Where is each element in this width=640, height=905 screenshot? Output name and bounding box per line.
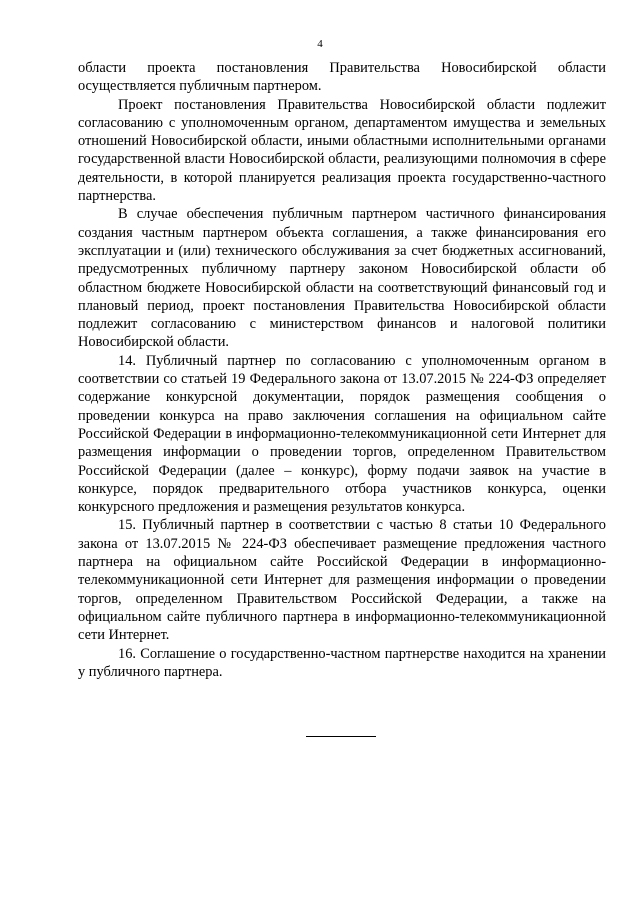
end-of-document-rule xyxy=(306,736,376,737)
paragraph-item-15: 15. Публичный партнер в соответствии с частью 8 статьи 10 Федерального закона от 13.07.2015 № 224-ФЗ обеспечивает размещение предложения частного партнера на официальном сайте Российской Федерации в информационно-телекоммуникационной сети Интернет для размещения информации о проведении торгов, определенном Правительством Российской Федерации, а также на официальном сайте публичного партнера в информационно-телекоммуникационной сети Интернет. xyxy=(78,517,606,644)
page-number: 4 xyxy=(317,38,323,50)
document-body xyxy=(78,59,606,681)
paragraph-continuation: области проекта постановления Правительства Новосибирской области осуществляется публичным партнером. xyxy=(78,60,606,95)
paragraph-approval: Проект постановления Правительства Новосибирской области подлежит согласованию с уполномоченным органом, департаментом имущества и земельных отношений Новосибирской области, иными областными исполнительными органами государственной власти Новосибирской области, реализующими полномочия в сфере деятельности, в которой планируется реализация проекта государственно-частного партнерства. xyxy=(78,96,606,205)
paragraph-item-14: 14. Публичный партнер по согласованию с уполномоченным органом в соответствии со статьей 19 Федерального закона от 13.07.2015 № 224-ФЗ определяет содержание конкурсной документации, порядок размещения сообщения о проведении конкурса на право заключения соглашения на официальном сайте Российской Федерации в информационно-телекоммуникационной сети Интернет для размещения информации о проведении торгов, определенном Правительством Российской Федерации (далее – конкурс), форму подачи заявок на участие в конкурсе, порядок предварительного отбора участников конкурса, оценки конкурсного предложения и размещения результатов конкурса. xyxy=(78,352,606,516)
paragraph-financing: В случае обеспечения публичным партнером частичного финансирования создания частным партнером объекта соглашения, а также финансирования его эксплуатации и (или) технического обслуживания за счет бюджетных ассигнований, предусмотренных публичному партнеру законом Новосибирской области об областном бюджете Новосибирской области на соответствующий финансовый год и плановый период, проект постановления Правительства Новосибирской области подлежит согласованию с министерством финансов и налоговой политики Новосибирской области. xyxy=(78,206,606,351)
paragraph-item-16: 16. Соглашение о государственно-частном партнерстве находится на хранении у публичного партнера. xyxy=(78,645,606,680)
